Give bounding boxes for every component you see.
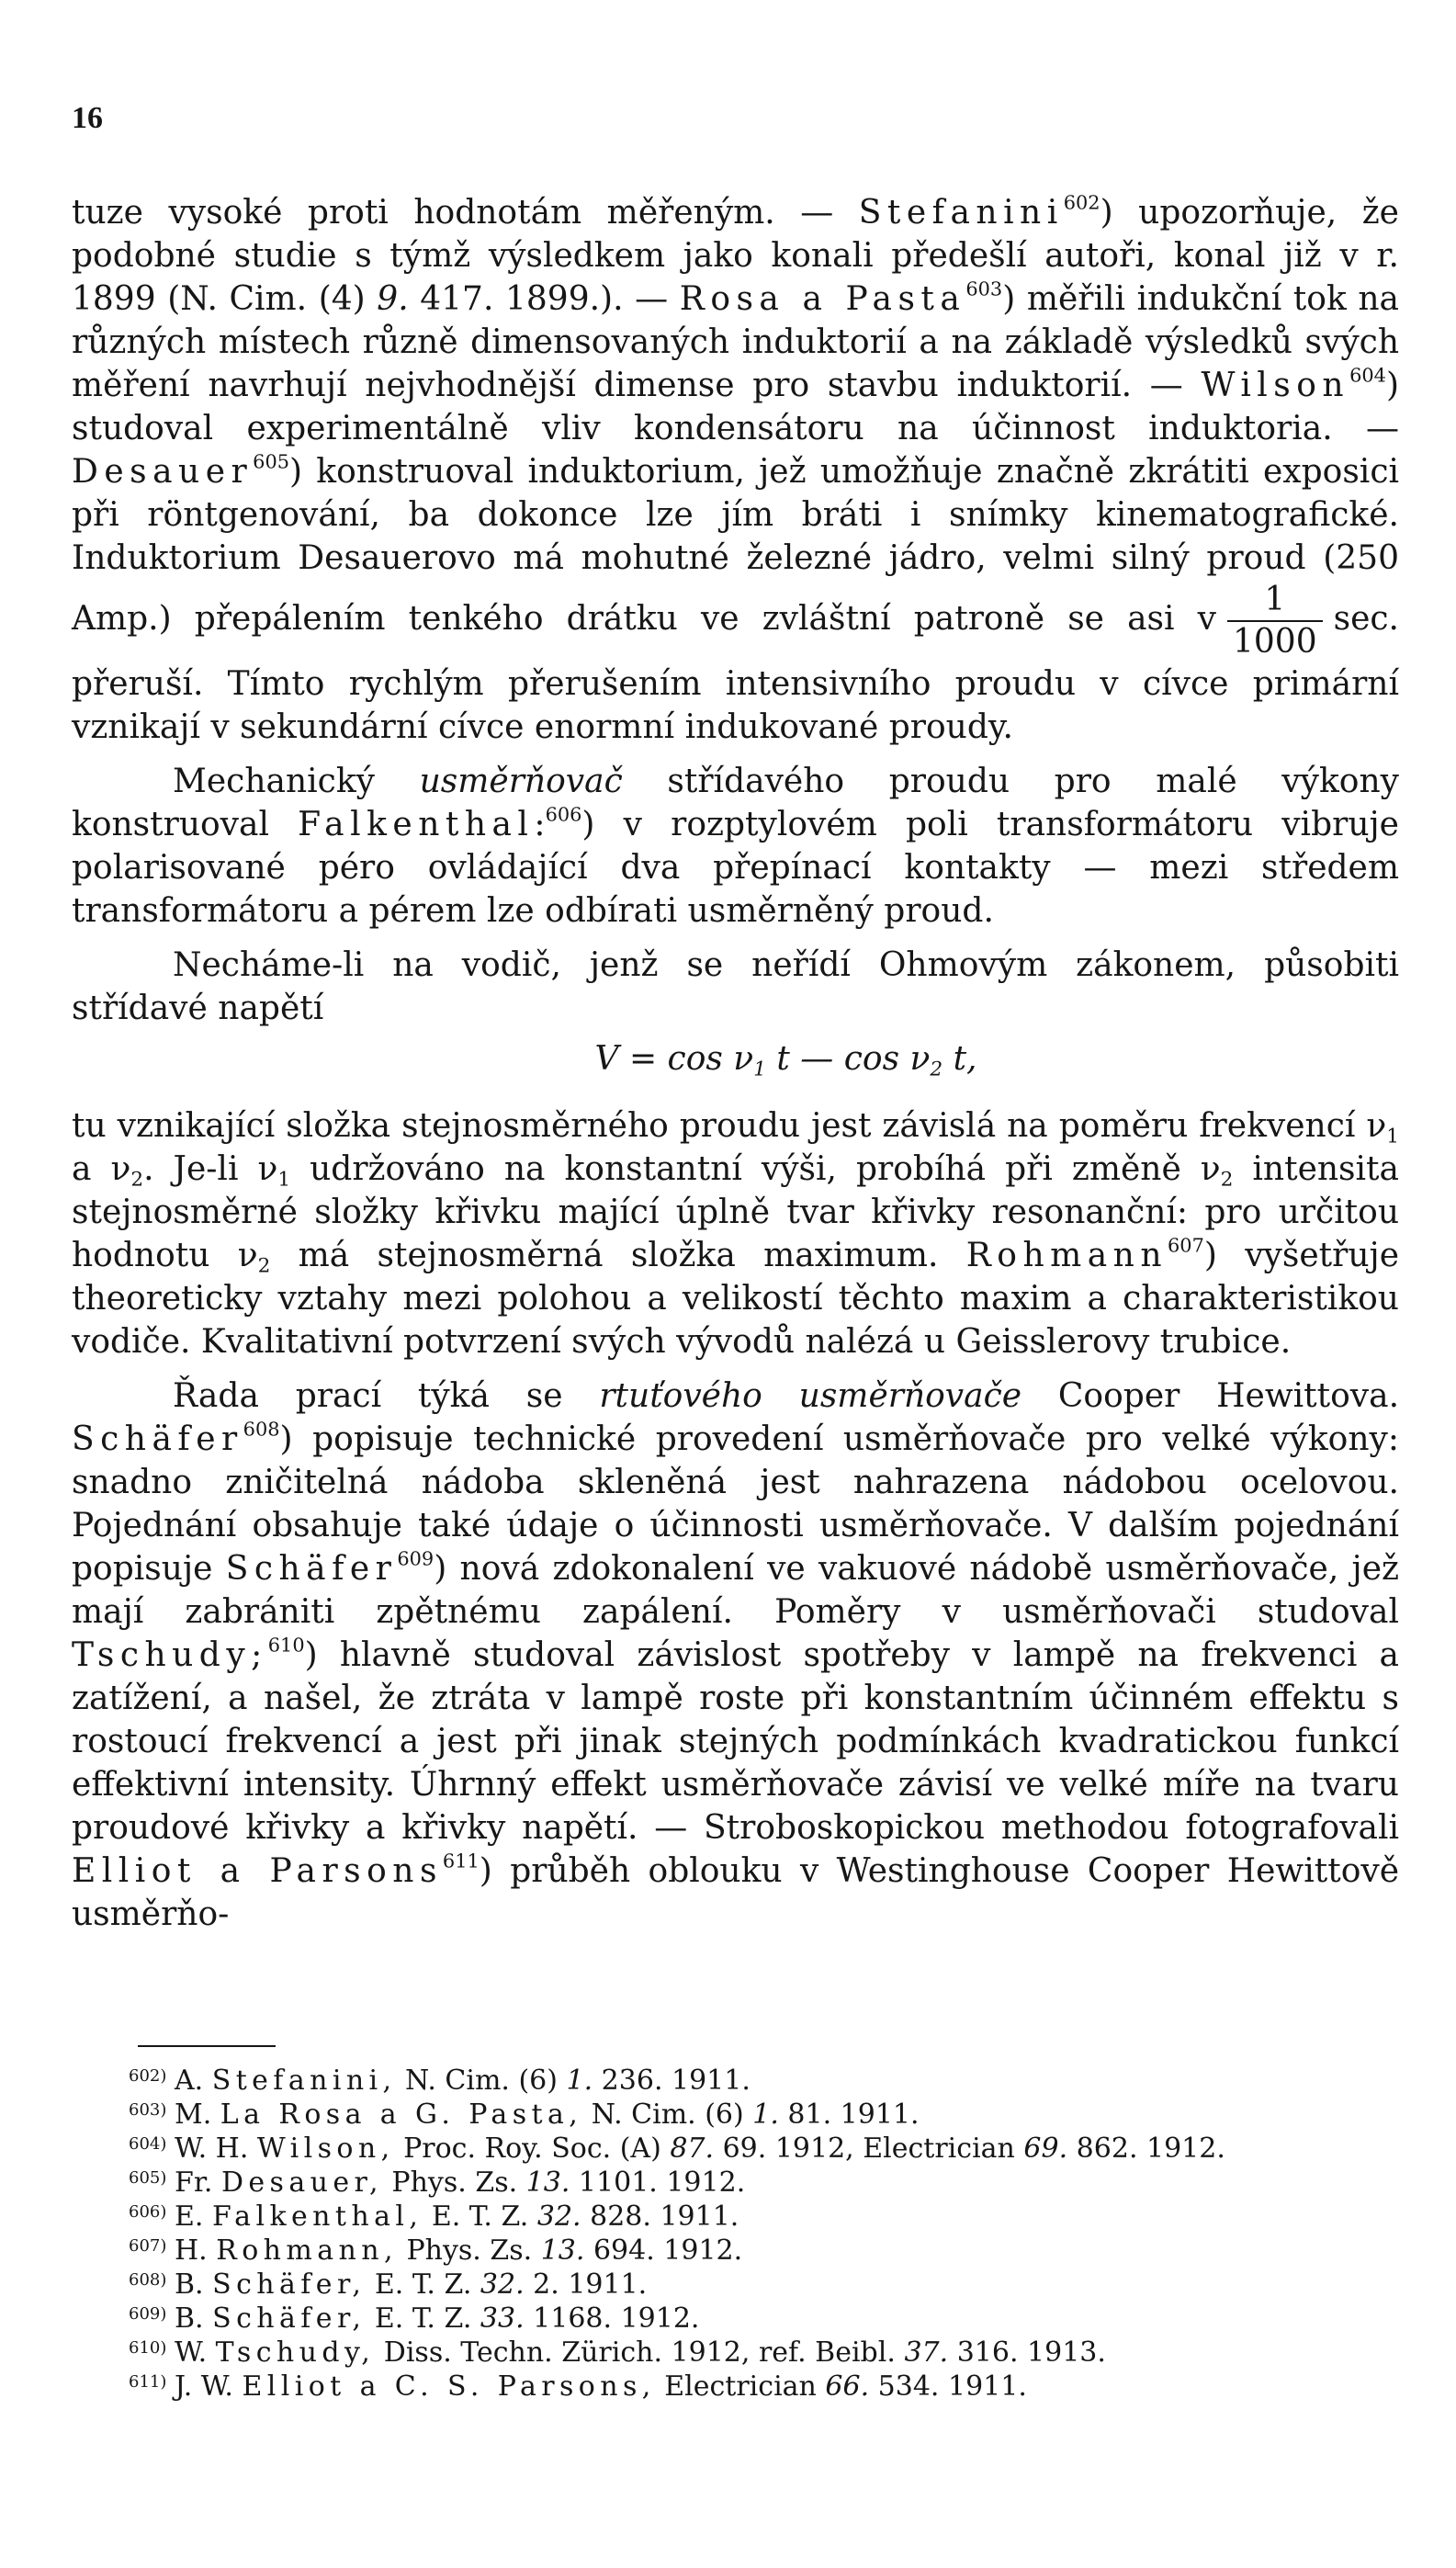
author-name: Wilson (1201, 367, 1350, 404)
footnote: 605) Fr. Desauer, Phys. Zs. 13. 1101. 1912. (129, 2166, 746, 2199)
author-name: Elliot a Parsons (72, 1852, 443, 1890)
footnotes (72, 2062, 1399, 2402)
footnote: 608) B. Schäfer, E. T. Z. 32. 2. 1911. (129, 2268, 648, 2301)
footnote: 610) W. Tschudy, Diss. Techn. Zürich. 1912, ref. Beibl. 37. 316. 1913. (129, 2336, 1106, 2369)
footnote: 609) B. Schäfer, E. T. Z. 33. 1168. 1912. (129, 2302, 700, 2335)
footnote-ref[interactable]: 611 (442, 1850, 480, 1872)
footnote: 602) A. Stefanini, N. Cim. (6) 1. 236. 1911. (129, 2065, 751, 2097)
author-name: Falkenthal (298, 806, 535, 843)
footnote-ref[interactable]: 607 (1168, 1234, 1204, 1257)
footnote: 607) H. Rohmann, Phys. Zs. 13. 694. 1912. (129, 2234, 743, 2267)
emphasis: usměrňovač (419, 763, 623, 800)
fraction: $\frac{1}{1000}$ (1227, 580, 1323, 662)
footnote-ref[interactable]: 609 (397, 1547, 435, 1570)
author-name: Tschudy; (72, 1636, 268, 1674)
footnote: 603) M. La Rosa a G. Pasta, N. Cim. (6) 1. 81. 1911. (129, 2099, 920, 2131)
author-name: Desauer (72, 453, 254, 491)
footnote-ref[interactable]: 608 (243, 1418, 280, 1441)
footnote-ref[interactable]: 602 (1063, 191, 1100, 214)
page-number: 16 (72, 101, 103, 135)
author-name: Schäfer (72, 1420, 243, 1458)
author-name: Stefanini (858, 194, 1064, 232)
footnote-ref[interactable]: 610 (267, 1634, 305, 1657)
paragraph-2: Mechanický usměrňovač střídavého proudu pro malé výkony konstruoval Falkenthal:$^{606}$) v rozptylovém poli transformátoru vibruje polarisované péro ovládající dva přepínací kontakty — mezi středem transformátoru a pérem lze odbírati usměrněný proud. (72, 763, 1399, 930)
paragraph-1: tuze vysoké proti hodnotám měřeným. — Stefanini$^{602}$) upozorňuje, že podobné studie s týmž výsledkem jako konali předešlí autoři, konal již v r. 1899 (N. Cim. (4) 9. 417. 1899.). — Rosa a Pasta$^{603}$) měřili indukční tok na různých místech různě dimensovaných induktorií a na základě výsledků svých měření navrhují nejvhodnější dimense pro stavbu induktorií. — Wilson$^{604}$) studoval experimentálně vliv kondensátoru na účinnost induktoria. — Desauer$^{605}$) konstruoval induktorium, jež umožňuje značně zkrátiti exposici při röntgenování, ba dokonce lze jím bráti i snímky kinematografické. Induktorium Desauerovo má mohutné železné jádro, velmi silný proud (250 Amp.) přepálením tenkého drátku ve zvláštní patroně se asi v $\frac{1}{1000}$ sec. přeruší. Tímto rychlým přerušením intensivního proudu v cívce primární vznikají v sekundární cívce enormní indukované proudy. (72, 191, 1399, 746)
footnote: 606) E. Falkenthal, E. T. Z. 32. 828. 1911. (129, 2200, 739, 2233)
author-name: Rosa a Pasta (679, 280, 966, 318)
footnote-ref[interactable]: 603 (965, 277, 1003, 300)
footnote-ref[interactable]: 606 (545, 803, 582, 826)
author-name: Schäfer (225, 1550, 398, 1588)
equation: $V = \cos \nu_1$ t — $\cos \nu_2$ t, (594, 1040, 977, 1081)
footnote-divider (138, 2045, 276, 2047)
main-text (72, 191, 1399, 1936)
paragraph-4: Řada prací týká se rtuťového usměrňovače Cooper Hewittova. Schäfer$^{608}$) popisuje technické provedení usměrňovače pro velké výkony: snadno zničitelná nádoba skleněná jest nahrazena nádobou ocelovou. Pojednání obsahuje také údaje o účinnosti usměrňovače. V dalším pojednání popisuje Schäfer$^{609}$) nová zdokonalení ve vakuové nádobě usměrňovače, jež mají zabrániti zpětnému zapálení. Poměry v usměrňovači studoval Tschudy;$^{610}$) hlavně studoval závislost spotřeby v lampě na frekvenci a zatížení, a našel, že ztráta v lampě roste při konstantním účinném effektu s rostoucí frekvencí a jest při jinak stejných podmínkách kvadratickou funkcí effektivní intensity. Úhrnný effekt usměrňovače závisí ve velké míře na tvaru proudové křivky a křivky napětí. — Stroboskopickou methodou fotografovali Elliot a Parsons$^{611}$) průběh oblouku v Westinghouse Cooper Hewittově usměrňo- (72, 1377, 1400, 1933)
emphasis: rtuťového usměrňovače (599, 1377, 1022, 1415)
author-name: Rohmann (965, 1237, 1168, 1274)
paragraph-3: Necháme-li na vodič, jenž se neřídí Ohmovým zákonem, působiti střídavé napětí $V = \cos \nu_1$ t — $\cos \nu_2$ t, tu vznikající složka stejnosměrného proudu jest závislá na poměru frekvencí $\nu_1$ a $\nu_2$. Je-li $\nu_1$ udržováno na konstantní výši, probíhá při změně $\nu_2$ intensita stejnosměrné složky křivku mající úplně tvar křivky resonanční: pro určitou hodnotu $\nu_2$ má stejnosměrná složka maximum. Rohmann$^{607}$) vyšetřuje theoreticky vztahy mezi polohou a velikostí těchto maxim a charakteristikou vodiče. Kvalitativní potvrzení svých vývodů nalézá u Geisslerovy trubice. (72, 946, 1399, 1361)
footnote-ref[interactable]: 604 (1349, 364, 1386, 387)
footnote-ref[interactable]: 605 (253, 450, 290, 473)
footnote: 604) W. H. Wilson, Proc. Roy. Soc. (A) 87. 69. 1912, Electrician 69. 862. 1912. (129, 2132, 1225, 2165)
footnote: 611) J. W. Elliot a C. S. Parsons, Electrician 66. 534. 1911. (129, 2370, 1027, 2403)
